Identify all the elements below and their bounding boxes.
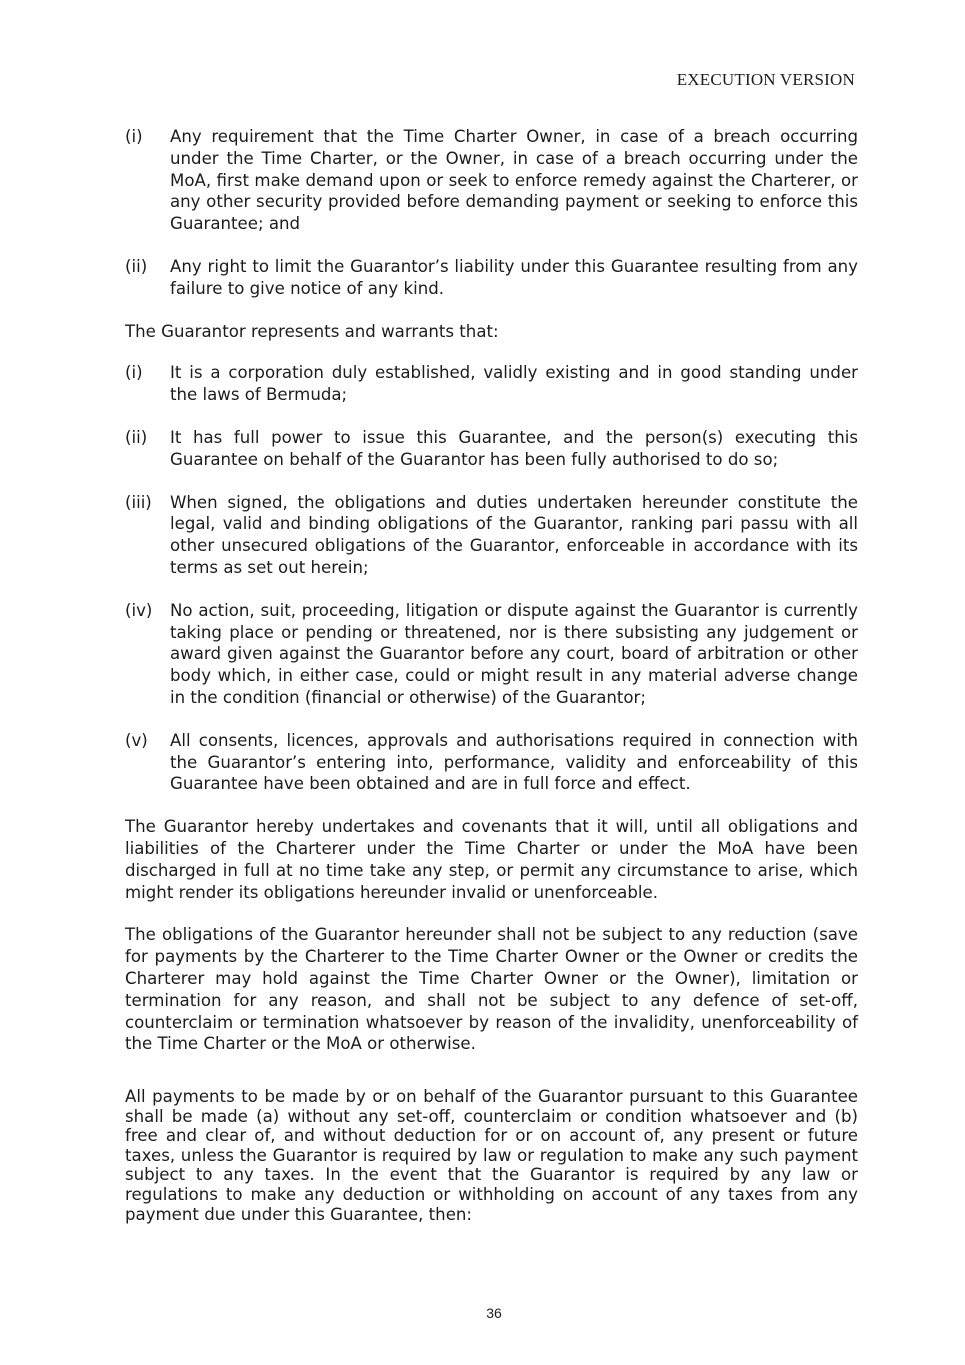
page-number: 36 [486,1305,502,1321]
item-number: (ii) [125,256,148,276]
representations-intro: The Guarantor represents and warrants that: [125,321,499,341]
header-execution-version: EXECUTION VERSION [676,70,855,89]
no-reduction-paragraph: The obligations of the Guarantor hereunder shall not be subject to any reduction (save for payments by the Charterer to the Time Charter Owner or the Owner or credits the Charterer may hold against the Time Charter Owner or the Owner), limitation or termination for any reason, and shall not be subject to any defence of set-off, counterclaim or termination whatsoever by reason of the invalidity, unenforceability of the Time Charter or the MoA or otherwise. [125,925,858,1054]
item-number: (ii) [125,427,148,447]
item-number: (iii) [125,492,152,512]
item-number: (i) [125,363,143,383]
payments-paragraph: All payments to be made by or on behalf of the Guarantor pursuant to this Guarantee shall be made (a) without any set-off, counterclaim or condition whatsoever and (b) free and clear of, and without deduction for or on account of, any present or future taxes, unless the Guarantor is required by law or regulation to make any such payment subject to any taxes. In the event that the Guarantor is required by any law or regulations to make any deduction or withholding on account of any taxes from any payment due under this Guarantee, then: [125,1087,858,1224]
document-body [125,126,858,1245]
item-number: (iv) [125,600,153,620]
representation-item [125,492,858,579]
undertaking-paragraph: The Guarantor hereby undertakes and covenants that it will, until all obligations and liabilities of the Charterer under the Time Charter or under the MoA have been discharged in full at no time take any step, or permit any circumstance to arise, which might render its obligations hereunder invalid or unenforceable. [125,817,858,902]
item-number: (v) [125,730,148,750]
item-text: It has full power to issue this Guarantee, and the person(s) executing this Guarantee on behalf of the Guarantor has been fully authorised to do so; [170,427,858,469]
item-text: Any requirement that the Time Charter Owner, in case of a breach occurring under the Time Charter, or the Owner, in case of a breach occurring under the MoA, first make demand upon or seek to enforce remedy against the Charterer, or any other security provided before demanding payment or seeking to enforce this Guarantee; and [170,127,858,234]
item-text: It is a corporation duly established, validly existing and in good standing under the laws of Bermuda; [170,363,858,405]
item-text: Any right to limit the Guarantor’s liability under this Guarantee resulting from any failure to give notice of any kind. [170,256,858,298]
representation-item [125,427,858,471]
representation-item [125,362,858,406]
item-text: No action, suit, proceeding, litigation or dispute against the Guarantor is currently taking place or pending or threatened, nor is there subsisting any judgement or award given against the Guarantor before any court, board of arbitration or other body which, in either case, could or might result in any material adverse change in the condition (financial or otherwise) of the Guarantor; [170,600,858,707]
waiver-item [125,256,858,300]
representation-item [125,600,858,709]
item-number: (i) [125,127,143,146]
item-text: All consents, licences, approvals and authorisations required in connection with the Guarantor’s entering into, performance, validity and enforceability of this Guarantee have been obtained and are in full force and effect. [170,730,858,794]
item-text: When signed, the obligations and duties undertaken hereunder constitute the legal, valid and binding obligations of the Guarantor, ranking pari passu with all other unsecured obligations of the Guarantor, enforceable in accordance with its terms as set out herein; [170,492,858,577]
waiver-item [125,126,858,235]
representation-item [125,730,858,795]
